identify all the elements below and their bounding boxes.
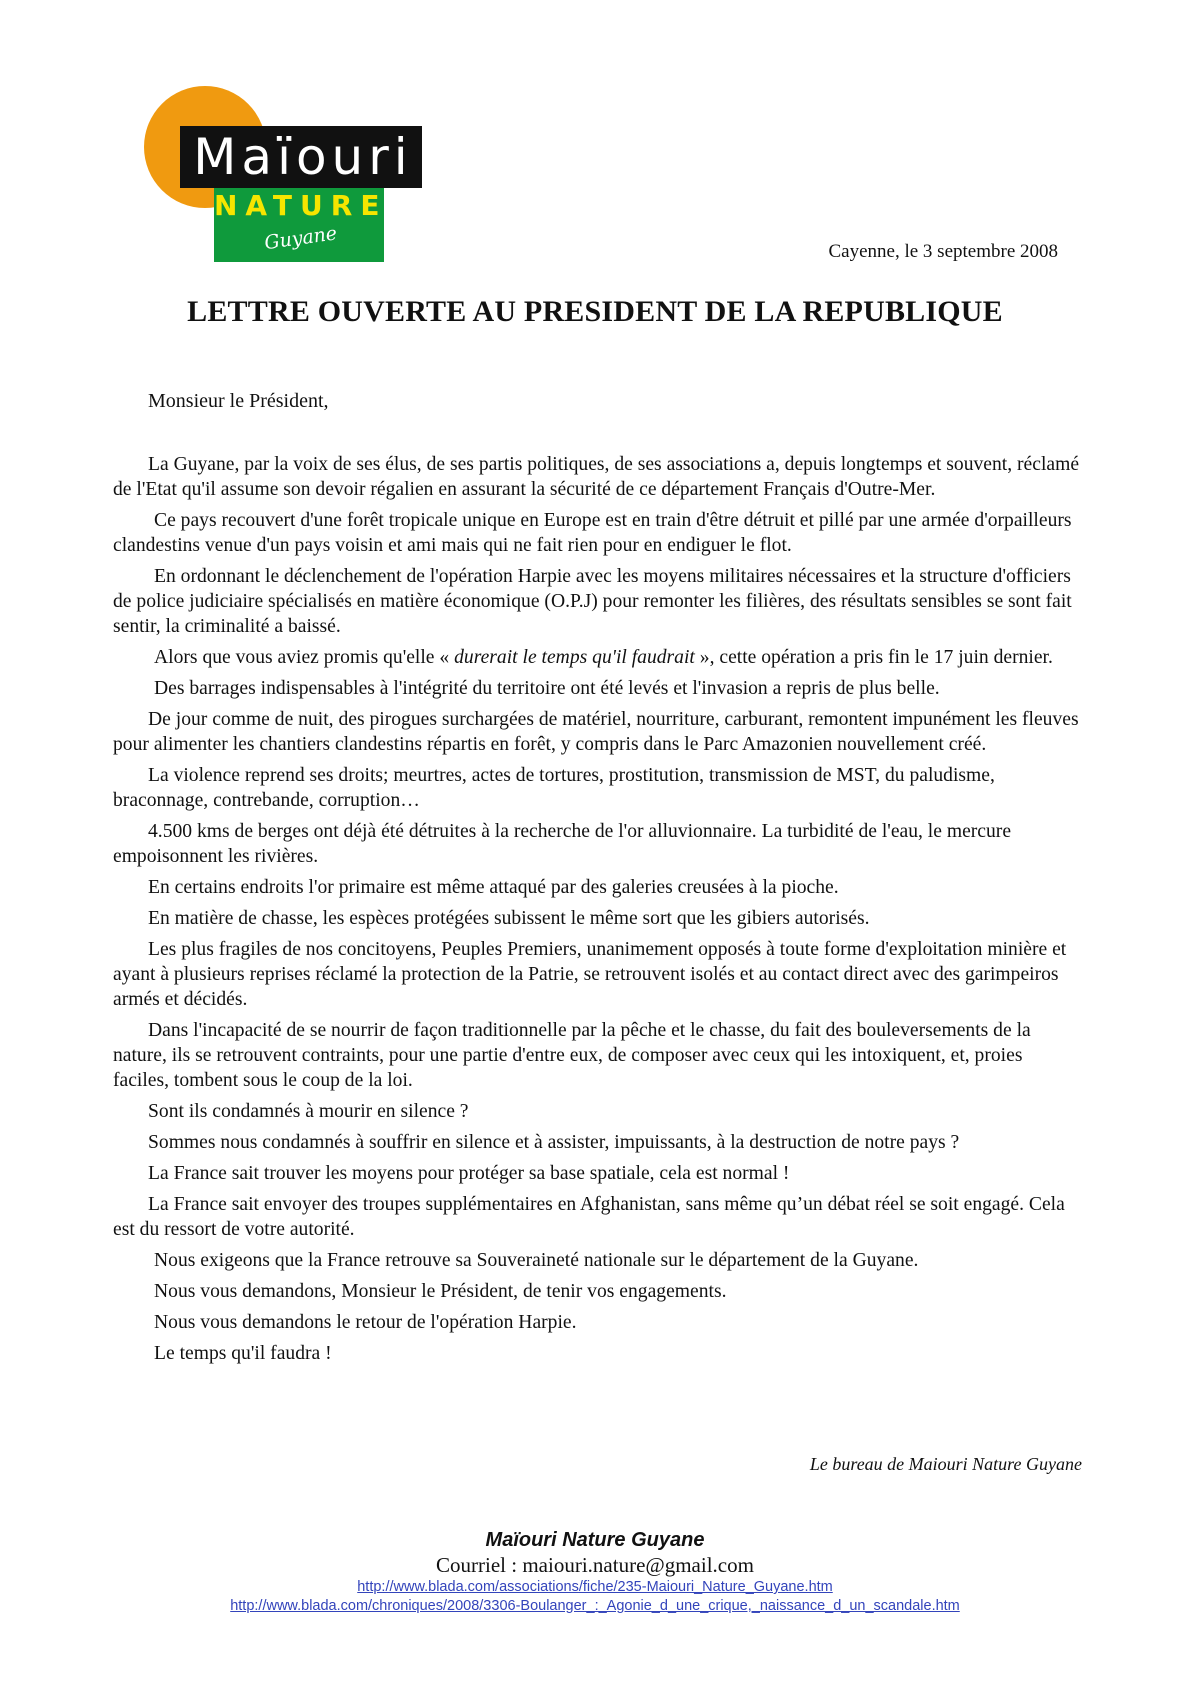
footer-link-chronique[interactable]: http://www.blada.com/chroniques/2008/3306-Boulanger_:_Agonie_d_une_crique,_naissance_d_un_scandale.htm	[230, 1598, 960, 1614]
letter-body	[113, 452, 1083, 1372]
paragraph: En matière de chasse, les espèces protégées subissent le même sort que les gibiers autorisés.	[148, 908, 870, 929]
footer-link-association[interactable]: http://www.blada.com/associations/fiche/235-Maiouri_Nature_Guyane.htm	[357, 1579, 833, 1595]
paragraph: En certains endroits l'or primaire est même attaqué par des galeries creusées à la pioche.	[148, 877, 839, 898]
quoted-promise: durerait le temps qu'il faudrait	[454, 647, 695, 668]
paragraph: La France sait trouver les moyens pour protéger sa base spatiale, cela est normal !	[148, 1163, 790, 1184]
letter-date: Cayenne, le 3 septembre 2008	[828, 241, 1058, 262]
paragraph: Des barrages indispensables à l'intégrité du territoire ont été levés et l'invasion a repris de plus belle.	[154, 678, 940, 699]
footer	[0, 1528, 1190, 1616]
paragraph: Le temps qu'il faudra !	[154, 1343, 332, 1364]
letter-title: LETTRE OUVERTE AU PRESIDENT DE LA REPUBLIQUE	[187, 295, 1003, 328]
logo-name-text: Maïouri	[193, 128, 413, 186]
paragraph-text: », cette opération a pris fin le 17 juin dernier.	[694, 647, 1053, 668]
paragraph: Sont ils condamnés à mourir en silence ?	[148, 1101, 469, 1122]
paragraph: Sommes nous condamnés à souffrir en silence et à assister, impuissants, à la destruction de notre pays ?	[148, 1132, 960, 1153]
logo-nature-text: NATURE	[214, 189, 388, 222]
maiouri-nature-logo	[144, 86, 424, 262]
paragraph: Nous vous demandons le retour de l'opération Harpie.	[154, 1312, 577, 1333]
paragraph: En ordonnant le déclenchement de l'opération Harpie avec les moyens militaires nécessaires et la structure d'officiers de police judiciaire spécialisés en matière économique (O.P.J) pour remonter les filières, des résultats sensibles se sont fait sentir, la criminalité a baissé.	[113, 566, 1072, 637]
footer-email: Courriel : maiouri.nature@gmail.com	[436, 1553, 754, 1577]
footer-org-name: Maïouri Nature Guyane	[485, 1529, 705, 1551]
paragraph: La Guyane, par la voix de ses élus, de ses partis politiques, de ses associations a, depuis longtemps et souvent, réclamé de l'Etat qu'il assume son devoir régalien en assurant la sécurité de ce département Français d'Outre-Mer.	[113, 454, 1080, 500]
salutation: Monsieur le Président,	[148, 390, 329, 412]
paragraph: Nous vous demandons, Monsieur le Président, de tenir vos engagements.	[154, 1281, 727, 1302]
paragraph: Les plus fragiles de nos concitoyens, Peuples Premiers, unanimement opposés à toute forme d'exploitation minière et ayant à plusieurs reprises réclamé la protection de la Patrie, se retrouvent isolés et au contact direct avec des garimpeiros armés et décidés.	[113, 939, 1067, 1010]
paragraph: Ce pays recouvert d'une forêt tropicale unique en Europe est en train d'être détruit et pillé par une armée d'orpailleurs clandestins venue d'un pays voisin et ami mais qui ne fait rien pour en endiguer le flot.	[113, 510, 1072, 556]
paragraph: Nous exigeons que la France retrouve sa Souveraineté nationale sur le département de la Guyane.	[154, 1250, 919, 1271]
paragraph-text: Alors que vous aviez promis qu'elle «	[154, 647, 455, 668]
paragraph: 4.500 kms de berges ont déjà été détruites à la recherche de l'or alluvionnaire. La turbidité de l'eau, le mercure empoisonnent les rivières.	[113, 821, 1012, 867]
paragraph: Dans l'incapacité de se nourrir de façon traditionnelle par la pêche et le chasse, du fait des bouleversements de la nature, ils se retrouvent contraints, pour une partie d'entre eux, de composer avec ceux qui les intoxiquent, et, proies faciles, tombent sous le coup de la loi.	[113, 1020, 1031, 1091]
paragraph: De jour comme de nuit, des pirogues surchargées de matériel, nourriture, carburant, remontent impunément les fleuves pour alimenter les chantiers clandestins répartis en forêt, y compris dans le Parc Amazonien nouvellement créé.	[113, 709, 1079, 755]
paragraph	[113, 645, 1083, 670]
logo-guyane-text: Guyane	[263, 222, 339, 255]
signature: Le bureau de Maiouri Nature Guyane	[809, 1454, 1082, 1474]
paragraph: La violence reprend ses droits; meurtres, actes de tortures, prostitution, transmission de MST, du paludisme, braconnage, contrebande, corruption…	[113, 765, 995, 811]
paragraph: La France sait envoyer des troupes supplémentaires en Afghanistan, sans même qu’un débat réel se soit engagé. Cela est du ressort de votre autorité.	[113, 1194, 1065, 1240]
